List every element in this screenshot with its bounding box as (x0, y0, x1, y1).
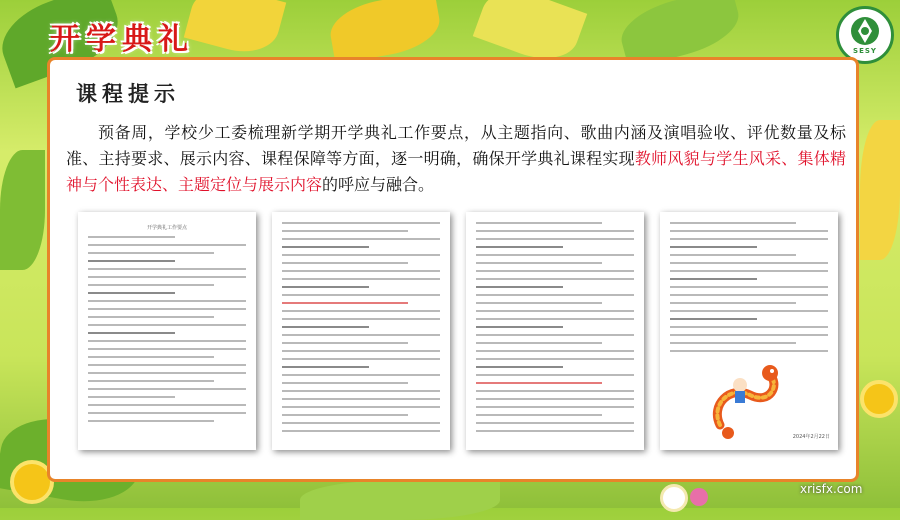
document-page-title: 开学典礼工作要点 (146, 225, 187, 231)
leaf-decoration (300, 480, 500, 520)
document-page-1 (78, 212, 256, 450)
document-text-lines (476, 222, 634, 438)
watermark: xrisfx.com (800, 482, 863, 496)
document-text-lines (670, 222, 828, 358)
paragraph-highlight: 教师风貌与学生风采、集体精神与个性表达、主题定位与展示内容 (66, 149, 846, 194)
document-page-3 (466, 212, 644, 450)
dragon-mascot-icon (700, 355, 790, 445)
document-date: 2024年2月22日 (792, 434, 830, 440)
flower-decoration (860, 380, 898, 418)
ceremony-title: 开学典礼 (50, 22, 194, 57)
leaf-decoration (860, 120, 900, 260)
leaf-decoration (184, 0, 286, 61)
paragraph-end: 的呼应与融合。 (322, 175, 435, 194)
document-text-lines (282, 222, 440, 438)
school-logo (836, 6, 894, 64)
panel-heading: 课程提示 (76, 81, 180, 106)
paragraph-intro: 预备周，学校少工委梳理新学期开学典礼工作要点，从主题指向、歌曲内涵及演唱验收、评优数量及标准、主持要求、展示内容、课程保障等方面，逐一明确，确保开学典礼课程实现 (66, 123, 846, 168)
document-text-lines (88, 236, 246, 428)
logo-text: SESY (853, 47, 877, 55)
flower-decoration (690, 488, 708, 506)
course-tip-paragraph (66, 120, 846, 198)
document-page-2 (272, 212, 450, 450)
leaf-decoration (0, 150, 45, 270)
leaf-decoration (326, 0, 444, 64)
